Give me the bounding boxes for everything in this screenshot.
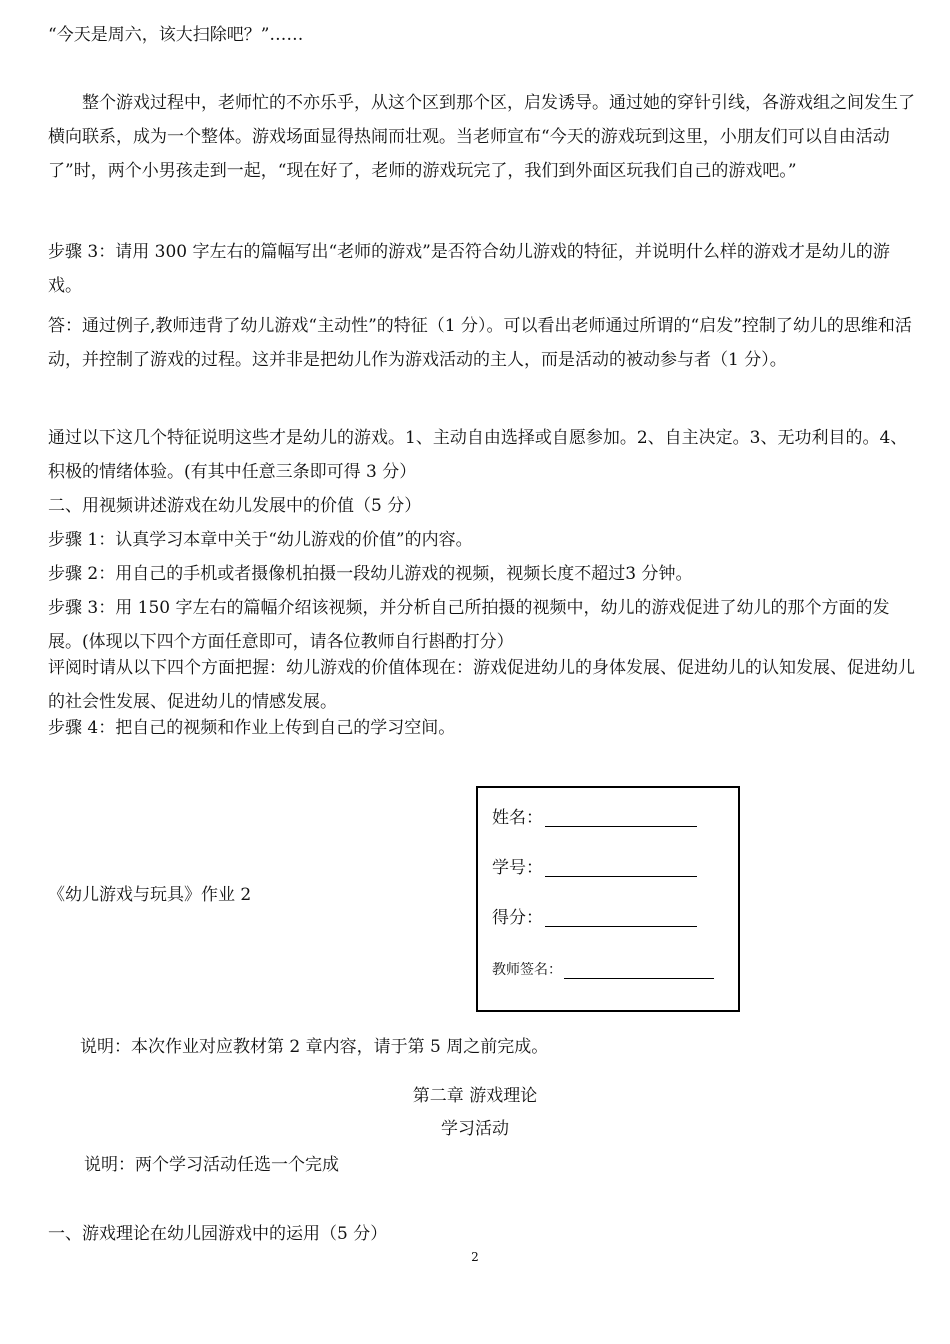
homework-title: 《幼儿游戏与玩具》作业 2 <box>48 885 252 905</box>
student-info-box <box>476 786 740 1012</box>
name-field <box>492 806 697 830</box>
teacher-signature-label: 教师签名： <box>492 962 562 978</box>
student-id-blank[interactable] <box>545 860 697 877</box>
chapter-title: 第二章 游戏理论 <box>412 1086 538 1106</box>
paragraph-step3-question: 步骤 3：请用 300 字左右的篇幅写出“老师的游戏”是否符合幼儿游戏的特征，并说明什么样的游戏才是幼儿的游戏。 <box>48 242 890 296</box>
teacher-signature-field <box>492 958 714 982</box>
score-label: 得分： <box>492 908 543 928</box>
section-title: 学习活动 <box>441 1119 509 1139</box>
paragraph-step1: 步骤 1：认真学习本章中关于“幼儿游戏的价值”的内容。 <box>48 530 473 550</box>
paragraph-quote: “今天是周六，该大扫除吧？”…… <box>48 25 304 45</box>
name-blank[interactable] <box>545 810 697 827</box>
score-field <box>492 906 697 930</box>
name-label: 姓名： <box>492 808 543 828</box>
teacher-signature-blank[interactable] <box>564 962 714 979</box>
score-blank[interactable] <box>545 910 697 927</box>
assignment-note: 说明：本次作业对应教材第 2 章内容，请于第 5 周之前完成。 <box>80 1037 549 1057</box>
page-number: 2 <box>471 1250 479 1264</box>
section-heading-video: 二、用视频讲述游戏在幼儿发展中的价值（5 分） <box>48 496 422 516</box>
activity-note: 说明：两个学习活动任选一个完成 <box>84 1155 339 1175</box>
paragraph-step3-video: 步骤 3：用 150 字左右的篇幅介绍该视频，并分析自己所拍摄的视频中，幼儿的游戏促进了幼儿的那个方面的发展。(体现以下四个方面任意即可，请各位教师自行斟酌打分） <box>48 598 890 652</box>
paragraph-step4: 步骤 4：把自己的视频和作业上传到自己的学习空间。 <box>48 718 456 738</box>
paragraph-step2: 步骤 2：用自己的手机或者摄像机拍摄一段幼儿游戏的视频，视频长度不超过3 分钟。 <box>48 564 693 584</box>
student-id-label: 学号： <box>492 858 543 878</box>
paragraph-answer: 答：通过例子,教师违背了幼儿游戏“主动性”的特征（1 分）。可以看出老师通过所谓的“启发”控制了幼儿的思维和活动，并控制了游戏的过程。这并非是把幼儿作为游戏活动的主人，而是活动的被动参与者（1 分）。 <box>48 316 912 370</box>
paragraph-grading: 评阅时请从以下四个方面把握：幼儿游戏的价值体现在：游戏促进幼儿的身体发展、促进幼儿的认知发展、促进幼儿的社会性发展、促进幼儿的情感发展。 <box>48 658 915 712</box>
paragraph-narrative: 整个游戏过程中，老师忙的不亦乐乎，从这个区到那个区，启发诱导。通过她的穿针引线，各游戏组之间发生了横向联系，成为一个整体。游戏场面显得热闹而壮观。当老师宣布“今天的游戏玩到这里，小朋友们可以自由活动了”时，两个小男孩走到一起，“现在好了，老师的游戏玩完了，我们到外面区玩我们自己的游戏吧。” <box>48 93 915 181</box>
paragraph-features: 通过以下这几个特征说明这些才是幼儿的游戏。1、主动自由选择或自愿参加。2、自主决定。3、无功利目的。4、积极的情绪体验。(有其中任意三条即可得 3 分） <box>48 428 908 482</box>
activity-heading: 一、游戏理论在幼儿园游戏中的运用（5 分） <box>48 1224 388 1244</box>
student-id-field <box>492 856 697 880</box>
